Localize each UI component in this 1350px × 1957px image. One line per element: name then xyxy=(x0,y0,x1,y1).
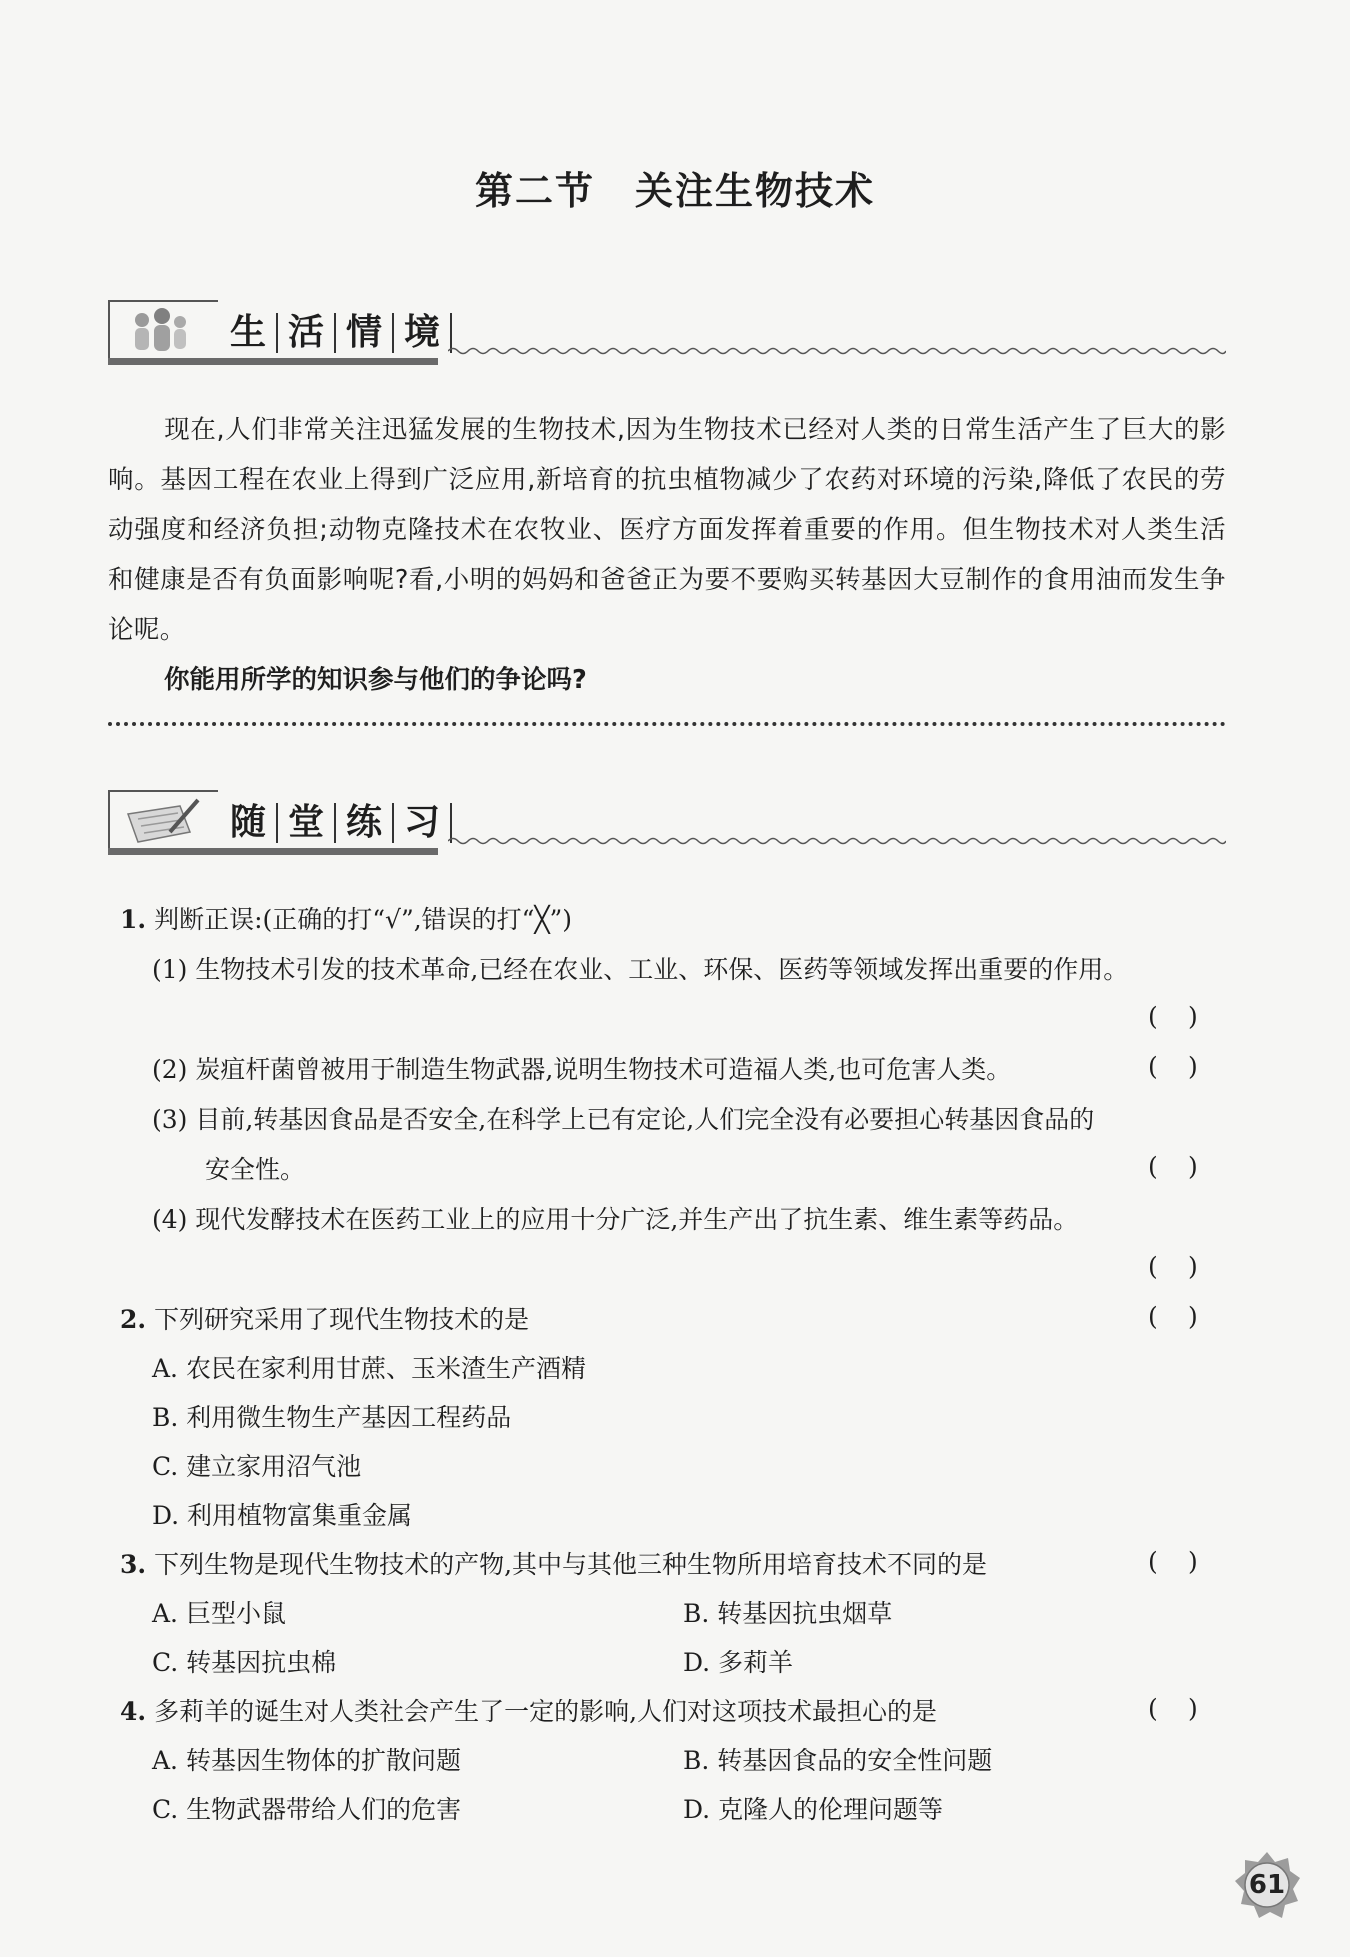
q4-option-b: B. 转基因食品的安全性问题 xyxy=(683,1746,993,1775)
q1-item-3: (3) 目前,转基因食品是否安全,在科学上已有定论,人们完全没有必要担心转基因食品的 xyxy=(152,1105,1095,1134)
title-section-number: 第二节 xyxy=(474,168,595,213)
question-number: 1. xyxy=(120,905,147,934)
wavy-divider xyxy=(448,344,1226,358)
paren-open: ( xyxy=(1148,1694,1158,1723)
section-title xyxy=(230,308,452,358)
question-number: 4. xyxy=(120,1697,147,1726)
question-1 xyxy=(120,900,572,940)
paren-close: ) xyxy=(1188,1252,1198,1281)
section-title-char: 习 xyxy=(394,803,452,843)
answer-blank[interactable] xyxy=(1148,1152,1228,1181)
context-question: 你能用所学的知识参与他们的争论吗? xyxy=(164,665,587,695)
section-title-char: 随 xyxy=(230,803,278,843)
q2-option-b: B. 利用微生物生产基因工程药品 xyxy=(152,1403,512,1432)
q3-option-c: C. 转基因抗虫棉 xyxy=(152,1648,337,1677)
question-text: 下列研究采用了现代生物技术的是 xyxy=(154,1305,530,1334)
q1-item-4: (4) 现代发酵技术在医药工业上的应用十分广泛,并生产出了抗生素、维生素等药品。 xyxy=(152,1205,1079,1234)
q4-option-a: A. 转基因生物体的扩散问题 xyxy=(152,1746,461,1775)
answer-blank[interactable] xyxy=(1148,1547,1228,1576)
context-text: 现在,人们非常关注迅猛发展的生物技术,因为生物技术已经对人类的日常生活产生了巨大的影响。基因工程在农业上得到广泛应用,新培育的抗虫植物减少了农药对环境的污染,降低了农民的劳动强度和经济负担;动物克隆技术在农牧业、医疗方面发挥着重要的作用。但生物技术对人类生活和健康是否有负面影响呢?看,小明的妈妈和爸爸正为要不要购买转基因大豆制作的食用油而发生争论呢。 xyxy=(108,415,1226,645)
people-icon xyxy=(108,300,218,362)
header-underline xyxy=(108,848,438,855)
answer-blank[interactable] xyxy=(1148,1052,1228,1081)
paren-open: ( xyxy=(1148,1252,1158,1281)
paren-close: ) xyxy=(1188,1547,1198,1576)
answer-blank[interactable] xyxy=(1148,1002,1228,1031)
section-title-char: 堂 xyxy=(278,803,336,843)
question-number: 2. xyxy=(120,1305,147,1334)
section-title-char: 练 xyxy=(336,803,394,843)
section-title xyxy=(230,798,452,848)
question-text: 多莉羊的诞生对人类社会产生了一定的影响,人们对这项技术最担心的是 xyxy=(154,1697,938,1726)
paren-open: ( xyxy=(1148,1052,1158,1081)
section-title-char: 生 xyxy=(230,313,278,353)
question-3 xyxy=(120,1545,987,1585)
page-number: 61 xyxy=(1248,1870,1286,1900)
question-text: 下列生物是现代生物技术的产物,其中与其他三种生物所用培育技术不同的是 xyxy=(154,1550,988,1579)
q2-option-d: D. 利用植物富集重金属 xyxy=(152,1501,413,1530)
paren-close: ) xyxy=(1188,1002,1198,1031)
q1-item-1: (1) 生物技术引发的技术革命,已经在农业、工业、环保、医药等领域发挥出重要的作用。 xyxy=(152,955,1129,984)
paren-open: ( xyxy=(1148,1002,1158,1031)
section-title-char: 活 xyxy=(278,313,336,353)
q4-option-c: C. 生物武器带给人们的危害 xyxy=(152,1795,462,1824)
paren-open: ( xyxy=(1148,1302,1158,1331)
page-title xyxy=(0,160,1350,215)
q3-option-a: A. 巨型小鼠 xyxy=(152,1599,286,1628)
paren-close: ) xyxy=(1188,1694,1198,1723)
section-header-life-context xyxy=(108,300,1226,370)
paren-open: ( xyxy=(1148,1152,1158,1181)
context-paragraph xyxy=(108,405,1226,655)
q2-option-c: C. 建立家用沼气池 xyxy=(152,1452,362,1481)
dotted-divider xyxy=(108,722,1226,726)
q3-option-b: B. 转基因抗虫烟草 xyxy=(683,1599,893,1628)
q1-item-3-cont: 安全性。 xyxy=(205,1155,306,1184)
paren-close: ) xyxy=(1188,1302,1198,1331)
question-4 xyxy=(120,1692,937,1732)
header-underline xyxy=(108,358,438,365)
paren-open: ( xyxy=(1148,1547,1158,1576)
section-title-char: 情 xyxy=(336,313,394,353)
q3-option-d: D. 多莉羊 xyxy=(683,1648,794,1677)
answer-blank[interactable] xyxy=(1148,1694,1228,1723)
section-title-char: 境 xyxy=(394,313,452,353)
q4-option-d: D. 克隆人的伦理问题等 xyxy=(683,1795,944,1824)
q2-option-a: A. 农民在家利用甘蔗、玉米渣生产酒精 xyxy=(152,1354,586,1383)
question-text: 判断正误:(正确的打“√”,错误的打“╳”) xyxy=(154,905,573,934)
notebook-pen-icon xyxy=(108,790,218,852)
question-number: 3. xyxy=(120,1550,147,1579)
section-header-practice xyxy=(108,790,1226,860)
title-section-name: 关注生物技术 xyxy=(635,168,876,213)
wavy-divider xyxy=(448,834,1226,848)
answer-blank[interactable] xyxy=(1148,1252,1228,1281)
paren-close: ) xyxy=(1188,1052,1198,1081)
q1-item-2: (2) 炭疽杆菌曾被用于制造生物武器,说明生物技术可造福人类,也可危害人类。 xyxy=(152,1055,1012,1084)
paren-close: ) xyxy=(1188,1152,1198,1181)
question-2 xyxy=(120,1300,529,1340)
answer-blank[interactable] xyxy=(1148,1302,1228,1331)
